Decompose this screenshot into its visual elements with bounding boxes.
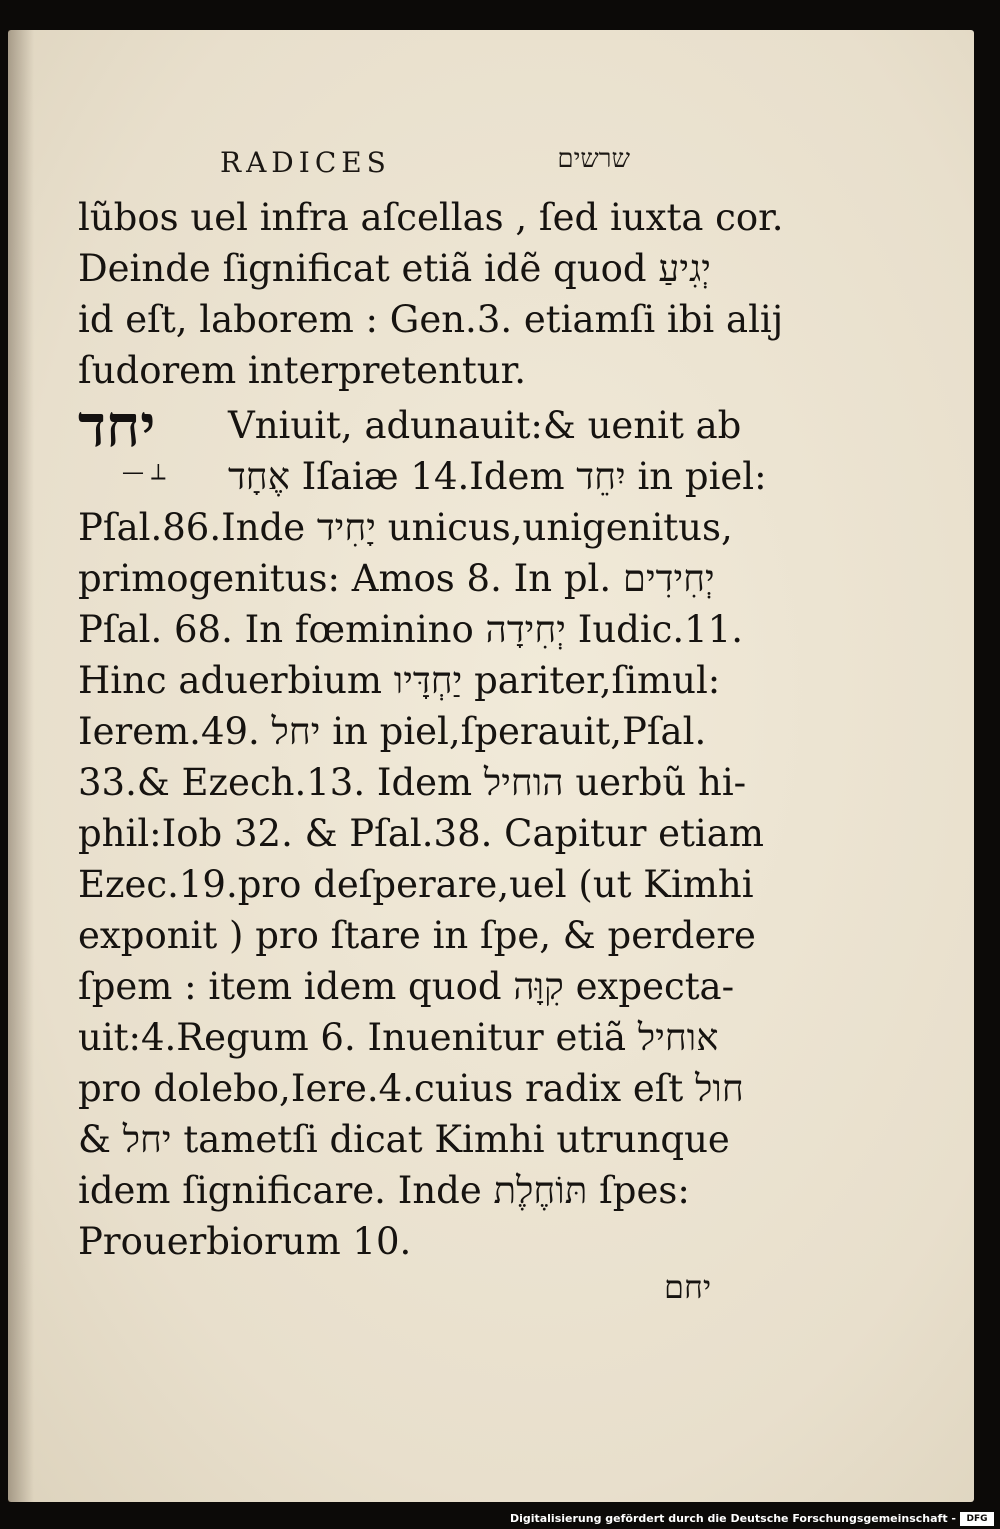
running-header — [220, 140, 630, 184]
text-line: Pſal. 68. In fœminino יְחִידָה Iudic.11. — [78, 608, 743, 651]
text-line: phil:Iob 32. & Pſal.38. Capitur etiam — [78, 812, 764, 855]
text-line: Deinde ſignificat etiã idẽ quod יְגִיעַ — [78, 247, 711, 290]
entry-headword: יחד — [78, 392, 156, 460]
show-through-text — [70, 1262, 630, 1322]
text-line: pro dolebo,Iere.4.cuius radix eſt חול — [78, 1067, 744, 1110]
headword-dash-mark: — ⟂ — [122, 460, 166, 485]
header-latin: RADICES — [220, 146, 391, 179]
text-line: lũbos uel infra aſcellas , ſed iuxta cor. — [78, 196, 784, 239]
text-line: Prouerbiorum 10. — [78, 1220, 412, 1263]
spine-shadow — [8, 30, 34, 1502]
text-line: Hinc aduerbium יַחְדָּיו pariter,ſimul: — [78, 659, 721, 702]
text-line: Pſal.86.Inde יָחִיד unicus,unigenitus, — [78, 506, 733, 549]
text-line: primogenitus: Amos 8. In pl. יְחִידִים — [78, 557, 715, 600]
entry-line: Vniuit, adunauit:& uenit ab — [228, 404, 742, 447]
entry-headword-block — [78, 392, 208, 485]
text-line: 33.& Ezech.13. Idem הוחיל uerbũ hi- — [78, 761, 747, 804]
catchword: יחם — [664, 1268, 712, 1306]
text-line: Ierem.49. יחל in piel,ſperauit,Pſal. — [78, 710, 707, 753]
text-line: uit:4.Regum 6. Inuenitur etiã אוחיל — [78, 1016, 719, 1059]
text-line: id eſt, laborem : Gen.3. etiamſi ibi alij — [78, 298, 784, 341]
dfg-logo: DFG — [960, 1512, 994, 1526]
text-line: idem ſignificare. Inde תּוֹחֶלֶת ſpes: — [78, 1169, 690, 1212]
digitization-credit: Digitalisierung gefördert durch die Deutsche Forschungsgemeinschaft - — [509, 1512, 956, 1525]
body-text — [78, 192, 784, 1267]
text-line: Ezec.19.pro deſperare,uel (ut Kimhi — [78, 863, 754, 906]
text-line: ſpem : item idem quod קִוָּה expecta- — [78, 965, 735, 1008]
header-hebrew: שרשים — [557, 144, 630, 174]
text-line: & יחל tametſi dicat Kimhi utrunque — [78, 1118, 730, 1161]
text-line: exponit ) pro ſtare in ſpe, & perdere — [78, 914, 756, 957]
text-line: ſudorem interpretentur. — [78, 349, 526, 392]
entry-line: אֶחָד Iſaiæ 14.Idem יִחֵד in piel: — [228, 455, 767, 498]
